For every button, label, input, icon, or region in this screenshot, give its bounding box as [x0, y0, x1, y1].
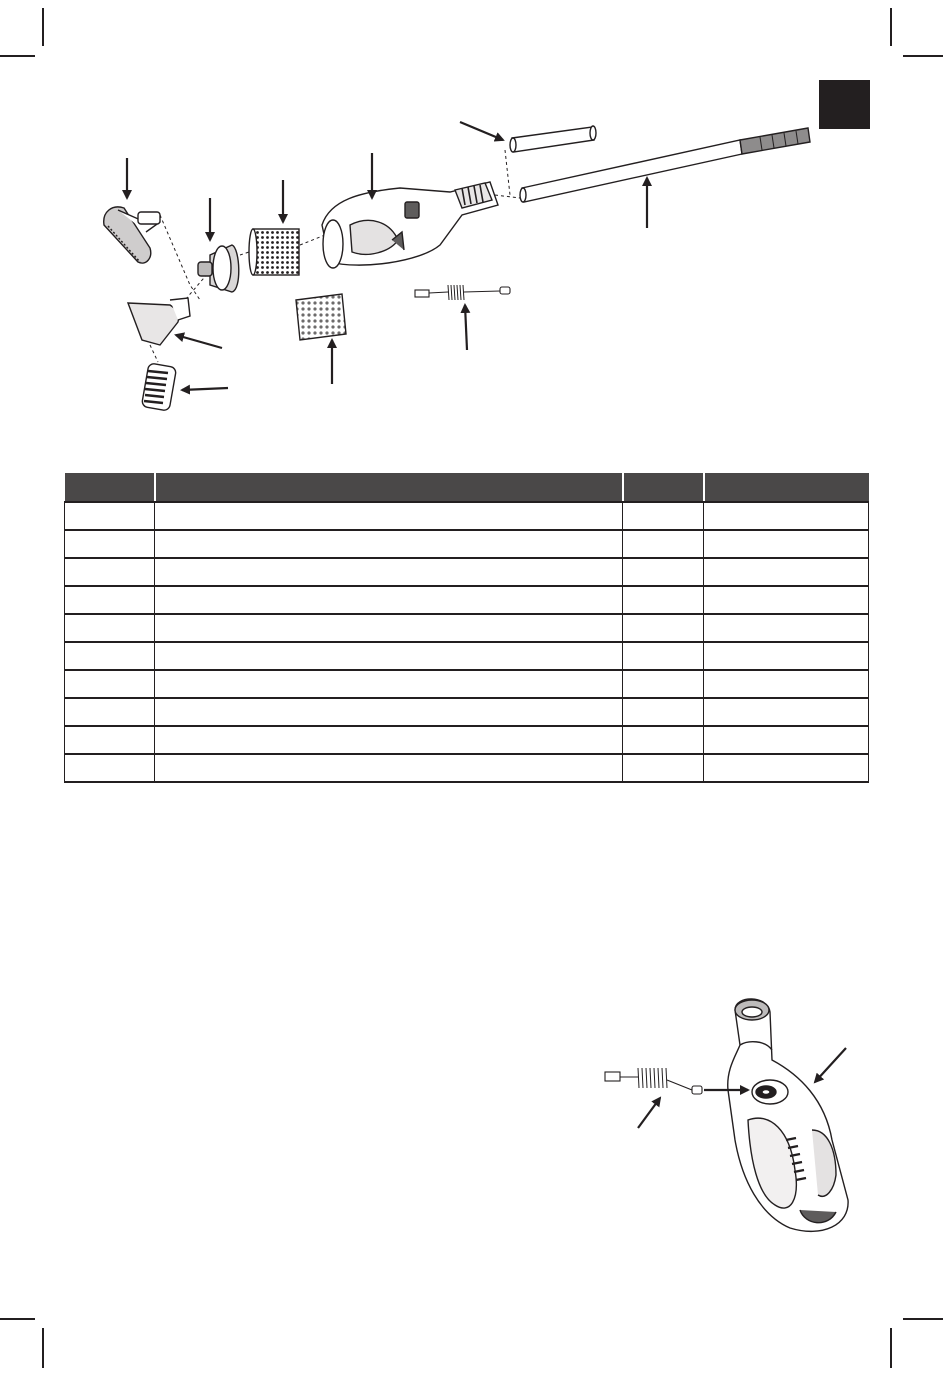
table-cell [704, 754, 869, 782]
vacuum-body-charging-port [728, 999, 848, 1231]
table-cell [623, 726, 704, 754]
table-cell [155, 754, 623, 782]
table-cell [623, 586, 704, 614]
table-row [65, 698, 869, 726]
table-cell [704, 586, 869, 614]
table-row [65, 502, 869, 530]
column-header [704, 473, 869, 502]
table-cell [704, 558, 869, 586]
column-header [155, 473, 623, 502]
column-header [65, 473, 155, 502]
table-cell [65, 586, 155, 614]
arrow-wide-nozzle [176, 335, 222, 348]
table-cell [155, 530, 623, 558]
arrow-charging-cable [465, 305, 467, 350]
table-row [65, 614, 869, 642]
arrow-charging-cable [638, 1098, 660, 1128]
table-row [65, 670, 869, 698]
charging-cable [605, 1068, 702, 1094]
table-row [65, 754, 869, 782]
table-cell [623, 530, 704, 558]
filter-cartridge [249, 229, 299, 275]
table-cell [65, 698, 155, 726]
table-row [65, 642, 869, 670]
arrow-vacuum-body [815, 1048, 846, 1082]
table-cell [704, 670, 869, 698]
table-cell [65, 754, 155, 782]
table-cell [704, 502, 869, 530]
table-cell [623, 698, 704, 726]
table-cell [623, 614, 704, 642]
table-cell [155, 670, 623, 698]
extension-connector [510, 126, 596, 152]
table-cell [155, 698, 623, 726]
table-cell [623, 754, 704, 782]
charging-cable [415, 285, 510, 300]
table-cell [155, 642, 623, 670]
arrow-extension-connector [460, 122, 503, 140]
table-cell [65, 642, 155, 670]
wide-nozzle [128, 298, 190, 345]
table-cell [155, 586, 623, 614]
table-cell [155, 726, 623, 754]
arrow-small-brush [182, 388, 228, 390]
table-cell [704, 614, 869, 642]
table-cell [623, 642, 704, 670]
nozzle-adapter [198, 245, 239, 292]
table-cell [704, 726, 869, 754]
table-row [65, 558, 869, 586]
table-cell [155, 558, 623, 586]
column-header [623, 473, 704, 502]
table-cell [623, 502, 704, 530]
spare-filter [296, 294, 346, 340]
table-row [65, 530, 869, 558]
brush-head [104, 207, 160, 263]
table-header-row [65, 473, 869, 502]
table-cell [65, 530, 155, 558]
table-row [65, 586, 869, 614]
table-cell [65, 726, 155, 754]
table-cell [65, 502, 155, 530]
table-cell [155, 614, 623, 642]
table-cell [65, 558, 155, 586]
table-row [65, 726, 869, 754]
table-cell [704, 642, 869, 670]
table-cell [623, 558, 704, 586]
table-cell [65, 670, 155, 698]
table-cell [623, 670, 704, 698]
exploded-parts-diagram [0, 0, 950, 430]
table-cell [155, 502, 623, 530]
small-brush [141, 363, 176, 411]
table-cell [704, 530, 869, 558]
parts-table [64, 473, 869, 783]
table-cell [65, 614, 155, 642]
vacuum-body [322, 182, 498, 268]
table-cell [704, 698, 869, 726]
